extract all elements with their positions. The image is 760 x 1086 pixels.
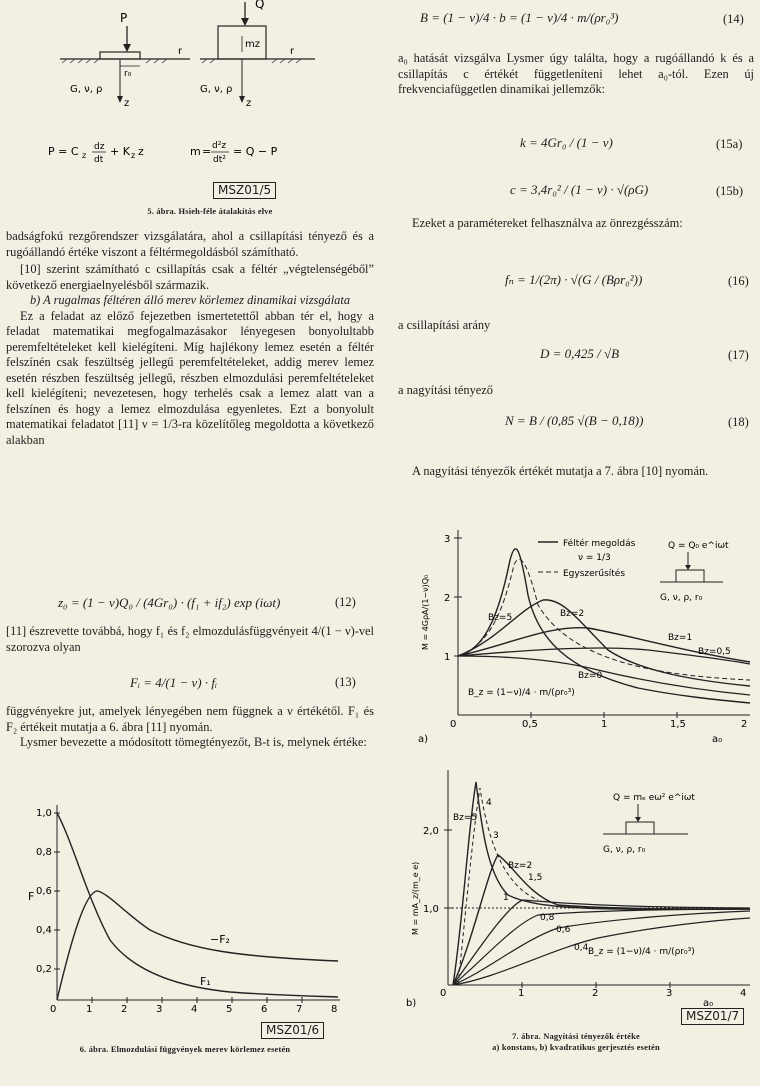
svg-text:= Q − P: = Q − P xyxy=(233,145,278,158)
svg-text:0,6: 0,6 xyxy=(556,925,571,935)
svg-text:0,4: 0,4 xyxy=(36,925,52,936)
equation-17: D = 0,425 / √B xyxy=(540,346,620,361)
svg-text:4: 4 xyxy=(486,798,492,808)
svg-text:mz: mz xyxy=(245,39,260,50)
figure-7b-xlabel: a₀ xyxy=(703,998,714,1009)
paragraph: [10] szerint számítható c csillapítás csak a féltér „végtelenségéből” következő energiaelnyelésből származik. xyxy=(6,262,374,292)
svg-text:1,5: 1,5 xyxy=(528,873,543,883)
svg-text:4: 4 xyxy=(191,1004,198,1015)
paragraph: Ezeket a paramétereket felhasználva az önrezgésszám: xyxy=(412,216,683,230)
figure-7-caption-1: 7. ábra. Nagyítási tényezők értéke xyxy=(512,1032,640,1041)
paragraph: függvényekre jut, amelyek lényegében nem függnek a ν értékétől. F₁ és F₂ értékeit mutatja a 6. ábra [11] nyomán. xyxy=(6,704,374,734)
svg-text:2,0: 2,0 xyxy=(423,826,439,837)
svg-text:P = C: P = C xyxy=(48,145,79,158)
svg-text:1,0: 1,0 xyxy=(423,904,439,915)
paragraph: a₀ hatását vizsgálva Lysmer úgy találta, hogy a rugóállandó k és a csillapítás c értékét függetleníteni lehet a₀-tól. Ezen új frekvenciafüggetlen dinamikai jellemzők: xyxy=(398,51,754,96)
svg-text:1: 1 xyxy=(601,719,608,730)
right-column-text-4 xyxy=(398,383,754,399)
paragraph: [11] észrevette továbbá, hogy f₁ és f₂ elmozdulásfüggvényeit 4/(1 − ν)-vel szorozva olyan xyxy=(6,624,374,654)
equation-15a-number: (15a) xyxy=(716,137,743,151)
figure-7-caption-2: a) konstans, b) kvadratikus gerjesztés esetén xyxy=(492,1043,660,1052)
equation-18-number: (18) xyxy=(728,415,749,429)
svg-text:3: 3 xyxy=(666,988,673,999)
svg-text:Bz=0: Bz=0 xyxy=(578,671,603,681)
svg-text:5: 5 xyxy=(226,1004,233,1015)
curve-F2 xyxy=(57,891,338,1000)
svg-text:G, ν, ρ: G, ν, ρ xyxy=(70,84,103,95)
svg-text:z: z xyxy=(246,98,252,109)
equation-18: N = B / (0,85 √(B − 0,18)) xyxy=(505,413,644,428)
figure-6-code: MSZ01/6 xyxy=(261,1022,324,1039)
svg-text:1: 1 xyxy=(518,988,525,999)
label-F2: −F₂ xyxy=(210,933,230,946)
svg-text:Bz=0,5: Bz=0,5 xyxy=(698,647,731,657)
svg-text:z: z xyxy=(82,151,87,160)
figure-5-code: MSZ01/5 xyxy=(213,182,276,199)
equation-17-number: (17) xyxy=(728,348,749,362)
svg-text:0,5: 0,5 xyxy=(522,719,538,730)
svg-text:z: z xyxy=(138,145,144,158)
curve-b-Bz2 xyxy=(453,855,750,985)
svg-text:3: 3 xyxy=(444,534,451,545)
figure-5-diagram xyxy=(40,0,380,200)
svg-text:2: 2 xyxy=(444,593,451,604)
equation-16: fₙ = 1/(2π) · √(G / (Bρr₀²)) xyxy=(505,272,643,287)
svg-text:0: 0 xyxy=(50,1004,57,1015)
load-b: Q = mₑ eω² e^iωt xyxy=(613,793,695,803)
svg-text:Bz=5: Bz=5 xyxy=(453,813,478,823)
svg-text:z: z xyxy=(124,98,130,109)
figure-5-caption: 5. ábra. Hsieh-féle átalakítás elve xyxy=(147,207,273,216)
equation-15b: c = 3,4r₀² / (1 − ν) · √(ρG) xyxy=(510,182,649,197)
svg-text:0,8: 0,8 xyxy=(36,847,52,858)
right-column-text-2 xyxy=(398,216,754,232)
bz-formula-b: B_z = (1−ν)/4 · m/(ρr₀³) xyxy=(588,947,695,957)
svg-text:3: 3 xyxy=(156,1004,163,1015)
equation-15b-number: (15b) xyxy=(716,184,744,198)
svg-text:G, ν, ρ, r₀: G, ν, ρ, r₀ xyxy=(660,593,703,603)
svg-text:Bz=2: Bz=2 xyxy=(560,609,585,619)
svg-text:1: 1 xyxy=(86,1004,93,1015)
figure-7-code: MSZ01/7 xyxy=(681,1008,744,1025)
legend-solid: Féltér megoldás xyxy=(563,539,636,549)
figure-6-caption: 6. ábra. Elmozdulási függvények merev körlemez esetén xyxy=(79,1045,291,1054)
figure-7a-chart xyxy=(398,520,758,745)
svg-text:1: 1 xyxy=(503,893,509,903)
figure-6-ylabel: F xyxy=(28,890,35,903)
right-column-text-3 xyxy=(398,318,754,334)
svg-text:2: 2 xyxy=(741,719,748,730)
svg-text:+ K: + K xyxy=(110,145,130,158)
load-a: Q = Q₀ e^iωt xyxy=(668,541,729,551)
label-P: P xyxy=(120,11,128,25)
svg-text:2: 2 xyxy=(592,988,599,999)
legend-dashed: Egyszerűsítés xyxy=(563,569,626,579)
svg-text:3: 3 xyxy=(493,831,499,841)
equation-13: Fᵢ = 4/(1 − ν) · fᵢ xyxy=(130,675,218,690)
bz-formula-a: B_z = (1−ν)/4 · m/(ρr₀³) xyxy=(468,688,575,698)
svg-text:=: = xyxy=(202,145,212,158)
svg-text:z: z xyxy=(131,151,136,160)
paragraph: Ez a feladat az előző fejezetben ismertetettől abban tér el, hogy a feladat matematikai megfogalmazásakor lényegesen bonyolultabb peremfeltételeket kell kielégíteni. Míg hajlékony lemez esetén a féltér felszínén csak feszültség jellegű peremfeltételeket, addig merev lemez esetén részben feszültség jellegű, részben elmozdulási peremfeltételeket kell kielégíteni; nevezetesen, hogy terhelés csak a lemez alatt van a felszínen és hogy a lemez elmozdulása egyenletes. Ezt a bonyolult matematikai feladatot [11] ν = 1/3-ra közelítőleg megoldotta a következő alakban xyxy=(6,308,374,447)
left-column-text xyxy=(6,229,374,448)
figure-7a-label: a) xyxy=(418,734,429,745)
svg-text:G, ν, ρ, r₀: G, ν, ρ, r₀ xyxy=(603,845,646,855)
left-column-text-3 xyxy=(6,704,374,751)
svg-text:m: m xyxy=(190,145,201,158)
paragraph: A nagyítási tényezők értékét mutatja a 7. ábra [10] nyomán. xyxy=(412,464,709,478)
equation-16-number: (16) xyxy=(728,274,749,288)
svg-text:6: 6 xyxy=(261,1004,268,1015)
svg-text:Bz=2: Bz=2 xyxy=(508,861,533,871)
figure-7a-ylabel: M = 4GρA/(1−ν)Q₀ xyxy=(421,574,430,650)
svg-text:2: 2 xyxy=(121,1004,128,1015)
equation-15a: k = 4Gr₀ / (1 − ν) xyxy=(520,135,613,150)
svg-text:dt²: dt² xyxy=(213,155,226,165)
curve-F1 xyxy=(57,813,338,997)
right-column-text xyxy=(398,51,754,98)
svg-text:1,0: 1,0 xyxy=(36,808,52,819)
equation-13-number: (13) xyxy=(335,675,356,689)
svg-text:7: 7 xyxy=(296,1004,303,1015)
svg-text:4: 4 xyxy=(740,988,747,999)
label-F1: F₁ xyxy=(200,975,211,988)
equation-12-number: (12) xyxy=(335,595,356,609)
svg-text:0,4: 0,4 xyxy=(574,943,589,953)
svg-text:r₀: r₀ xyxy=(124,69,132,79)
equation-14-number: (14) xyxy=(723,12,744,26)
svg-text:dt: dt xyxy=(94,155,104,165)
figure-7b-chart xyxy=(398,760,758,1010)
svg-text:8: 8 xyxy=(331,1004,338,1015)
paragraph: a csillapítási arány xyxy=(398,318,491,332)
figure-7b-label: b) xyxy=(406,998,417,1009)
svg-text:G, ν, ρ: G, ν, ρ xyxy=(200,84,233,95)
equation-12: z₀ = (1 − ν)Q₀ / (4Gr₀) · (f₁ + if₂) exp (iωt) xyxy=(58,595,281,610)
paragraph: Lysmer bevezette a módosított tömegtényezőt, B-t is, melynek értéke: xyxy=(20,735,367,749)
svg-text:r: r xyxy=(290,46,295,57)
svg-text:Bz=1: Bz=1 xyxy=(668,633,693,643)
figure-7a-xlabel: a₀ xyxy=(712,734,723,745)
legend-nu: ν = 1/3 xyxy=(578,553,611,563)
equation-14: B = (1 − ν)/4 · b = (1 − ν)/4 · m/(ρr₀³) xyxy=(420,10,619,25)
svg-text:0,2: 0,2 xyxy=(36,964,52,975)
paragraph: badságfokú rezgőrendszer vizsgálatára, ahol a csillapítási tényező és a rugóállandó értéke viszont a féltérmegoldásból számítható. xyxy=(6,229,374,259)
svg-text:dz: dz xyxy=(94,142,105,152)
svg-text:0: 0 xyxy=(450,719,457,730)
svg-text:Q: Q xyxy=(255,0,265,11)
svg-text:1: 1 xyxy=(444,652,451,663)
left-column-text-2 xyxy=(6,624,374,655)
figure-7b-ylabel: M = mA_z/(m_e e) xyxy=(411,861,420,935)
svg-text:r: r xyxy=(178,46,183,57)
right-column-text-5 xyxy=(398,464,754,480)
svg-text:0: 0 xyxy=(440,988,447,999)
svg-text:0,8: 0,8 xyxy=(540,913,555,923)
section-heading: b) A rugalmas féltéren álló merev körlemez dinamikai vizsgálata xyxy=(29,293,351,307)
svg-text:0,6: 0,6 xyxy=(36,886,52,897)
svg-text:1,5: 1,5 xyxy=(670,719,686,730)
figure-6-chart xyxy=(10,795,350,1020)
svg-text:d²z: d²z xyxy=(212,141,227,151)
svg-text:Bz=5: Bz=5 xyxy=(488,613,513,623)
paragraph: a nagyítási tényező xyxy=(398,383,493,397)
